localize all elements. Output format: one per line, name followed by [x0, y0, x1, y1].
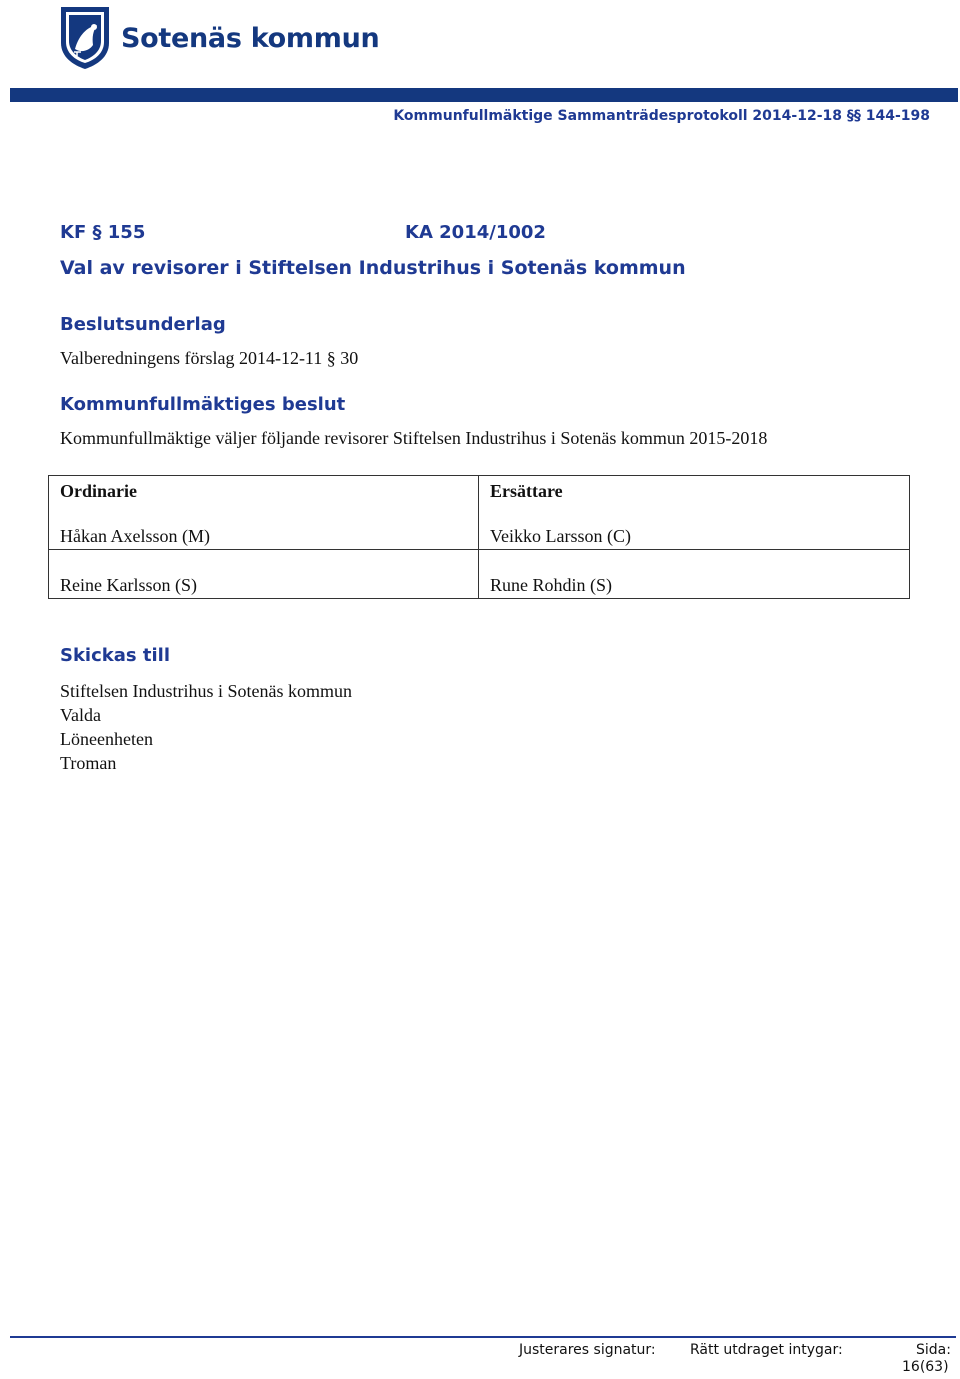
case-row: [60, 222, 546, 243]
footer-sida-label: Sida:: [916, 1342, 951, 1358]
beslutsunderlag-heading: Beslutsunderlag: [60, 314, 226, 335]
logo: [59, 5, 379, 71]
table-row: [49, 550, 910, 599]
skickas-till-heading: Skickas till: [60, 645, 170, 666]
page-title: Val av revisorer i Stiftelsen Industrihus i Sotenäs kommun: [60, 257, 686, 279]
members-table: [48, 475, 910, 599]
column-header-ersattare: Ersättare: [490, 481, 563, 501]
beslutsunderlag-text: Valberedningens förslag 2014-12-11 § 30: [60, 348, 359, 368]
protocol-header: Kommunfullmäktige Sammanträdesprotokoll 2014-12-18 §§ 144-198: [393, 108, 930, 124]
beslut-heading: Kommunfullmäktiges beslut: [60, 394, 346, 415]
logo-text: Sotenäs kommun: [121, 22, 380, 54]
table-cell-value: Rune Rohdin (S): [490, 575, 613, 595]
footer-justerares: Justerares signatur:: [519, 1342, 656, 1358]
footer-ratt-utdraget: Rätt utdraget intygar:: [690, 1342, 843, 1358]
footer-divider: [10, 1336, 956, 1338]
table-cell-value: Reine Karlsson (S): [60, 575, 197, 595]
coat-of-arms-icon: [59, 5, 111, 71]
header-bar: [10, 88, 958, 102]
table-cell: [479, 476, 910, 550]
recipient-list: [60, 679, 352, 775]
table-cell-value: Håkan Axelsson (M): [60, 526, 210, 546]
table-cell: [49, 550, 479, 599]
list-item: Stiftelsen Industrihus i Sotenäs kommun: [60, 681, 352, 701]
footer-sida-value: 16(63): [902, 1359, 949, 1375]
list-item: Löneenheten: [60, 729, 153, 749]
table-cell: [479, 550, 910, 599]
table-cell-value: Veikko Larsson (C): [490, 526, 631, 546]
column-header-ordinarie: Ordinarie: [60, 481, 137, 501]
table-row: [49, 476, 910, 550]
list-item: Troman: [60, 753, 117, 773]
beslut-text: Kommunfullmäktige väljer följande revisorer Stiftelsen Industrihus i Sotenäs kommun 2015-2018: [60, 428, 768, 448]
kf-number: KF § 155: [60, 222, 146, 243]
list-item: Valda: [60, 705, 101, 725]
ka-number: KA 2014/1002: [405, 222, 546, 243]
table-cell: [49, 476, 479, 550]
